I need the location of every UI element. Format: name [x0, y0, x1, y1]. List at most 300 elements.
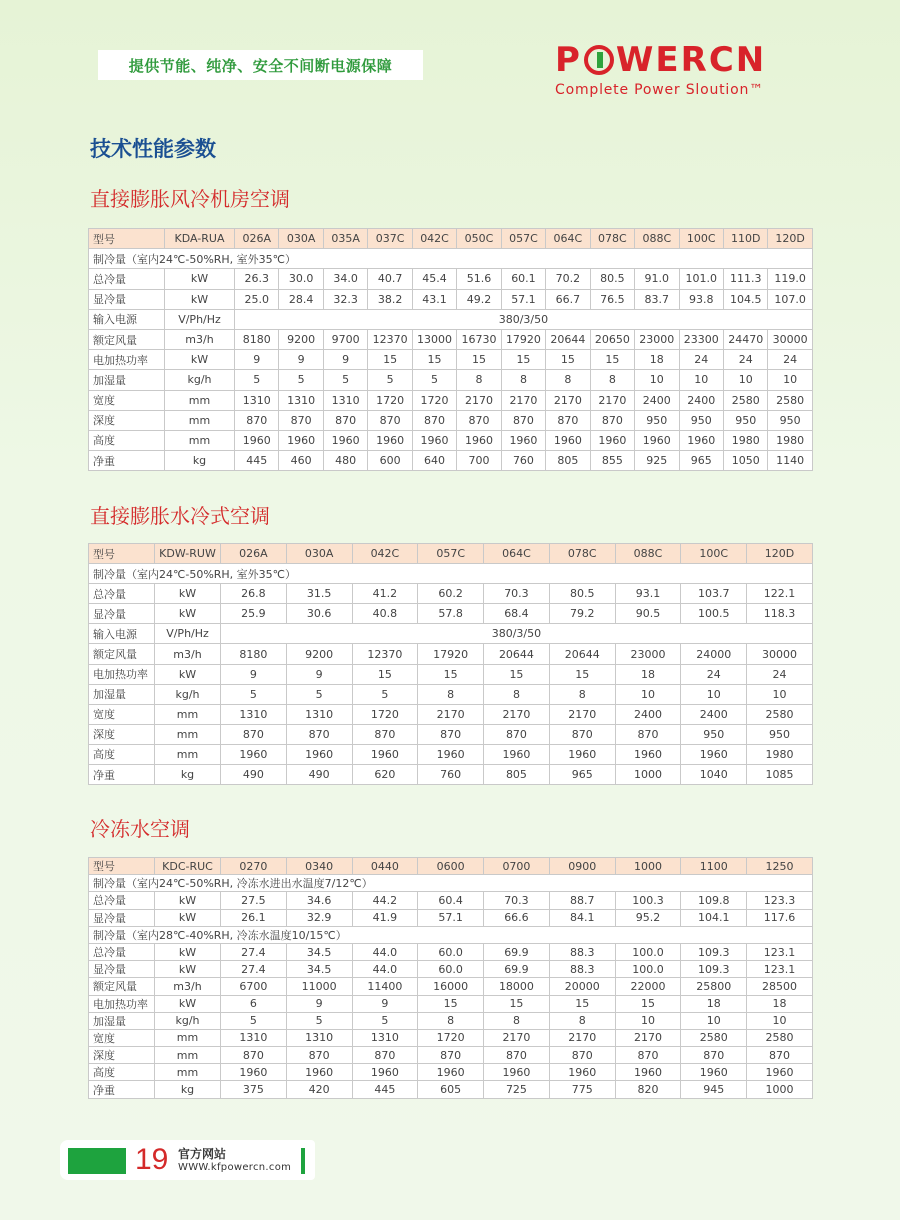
value-cell: 44.2 [352, 892, 418, 909]
value-cell: 870 [546, 410, 590, 430]
table-row [89, 1081, 813, 1098]
cooling-condition-note: 制冷量（室内28℃-40%RH, 冷冻水温度10/15℃） [89, 926, 813, 943]
row-label: 总冷量 [89, 892, 155, 909]
value-cell: 24000 [681, 644, 747, 664]
value-cell: 24 [723, 350, 767, 370]
row-label: 加湿量 [89, 684, 155, 704]
value-cell: 18 [635, 350, 679, 370]
model-header: 078C [549, 544, 615, 564]
value-cell: 950 [768, 410, 812, 430]
value-cell: 9 [235, 350, 279, 370]
value-cell: 620 [352, 765, 418, 785]
value-cell: 8 [546, 370, 590, 390]
row-label: 输入电源 [89, 624, 155, 644]
row-label: 深度 [89, 724, 155, 744]
value-cell: 6 [221, 995, 287, 1012]
value-cell: 8180 [221, 644, 287, 664]
value-cell: 44.0 [352, 961, 418, 978]
value-cell: 10 [615, 1012, 681, 1029]
table-row [89, 909, 813, 926]
value-cell: 1960 [352, 744, 418, 764]
model-header: 064C [546, 229, 590, 249]
value-cell: 460 [279, 451, 323, 471]
value-cell: 15 [412, 350, 456, 370]
value-cell: 1310 [221, 704, 287, 724]
row-unit: kW [165, 289, 235, 309]
slogan-banner [98, 50, 423, 80]
value-cell: 420 [286, 1081, 352, 1098]
row-label: 高度 [89, 1064, 155, 1081]
row-unit: kg [165, 451, 235, 471]
value-cell: 103.7 [681, 584, 747, 604]
value-cell: 57.8 [418, 604, 484, 624]
row-label: 加湿量 [89, 1012, 155, 1029]
value-cell: 2170 [501, 390, 545, 410]
value-cell: 43.1 [412, 289, 456, 309]
table-row [89, 724, 813, 744]
table-row [89, 744, 813, 764]
value-cell: 2400 [615, 704, 681, 724]
value-cell: 10 [747, 684, 813, 704]
value-cell: 15 [418, 995, 484, 1012]
value-cell: 1960 [323, 430, 367, 450]
value-cell: 16730 [457, 329, 501, 349]
row-label: 加湿量 [89, 370, 165, 390]
series-code: KDC-RUC [155, 858, 221, 875]
row-label: 净重 [89, 765, 155, 785]
value-cell: 1980 [747, 744, 813, 764]
row-label: 输入电源 [89, 309, 165, 329]
value-cell: 2170 [457, 390, 501, 410]
row-unit: m3/h [155, 978, 221, 995]
value-cell: 870 [235, 410, 279, 430]
row-label: 总冷量 [89, 943, 155, 960]
value-cell: 1960 [747, 1064, 813, 1081]
value-cell: 5 [286, 1012, 352, 1029]
value-cell: 2400 [635, 390, 679, 410]
value-cell: 2580 [747, 1029, 813, 1046]
value-cell: 57.1 [501, 289, 545, 309]
value-cell: 15 [501, 350, 545, 370]
value-cell: 101.0 [679, 269, 723, 289]
value-cell: 117.6 [747, 909, 813, 926]
row-unit: mm [155, 724, 221, 744]
model-header: 030A [286, 544, 352, 564]
value-cell: 805 [484, 765, 550, 785]
value-cell: 725 [484, 1081, 550, 1098]
value-cell: 5 [323, 370, 367, 390]
value-cell: 104.5 [723, 289, 767, 309]
table-row [89, 289, 813, 309]
model-header: 088C [635, 229, 679, 249]
value-cell: 9 [286, 995, 352, 1012]
table-row [89, 704, 813, 724]
value-cell: 1960 [635, 430, 679, 450]
value-cell: 93.8 [679, 289, 723, 309]
value-cell: 1000 [615, 765, 681, 785]
model-header: 0270 [221, 858, 287, 875]
value-cell: 9700 [323, 329, 367, 349]
table-row [89, 604, 813, 624]
value-cell: 51.6 [457, 269, 501, 289]
cooling-condition-note: 制冷量（室内24℃-50%RH, 冷冻水进出水温度7/12℃） [89, 875, 813, 892]
value-cell: 57.1 [418, 909, 484, 926]
value-cell: 34.5 [286, 961, 352, 978]
section-title-water-cooled: 直接膨胀水冷式空调 [90, 504, 270, 528]
value-cell: 10 [723, 370, 767, 390]
value-cell: 119.0 [768, 269, 812, 289]
value-cell: 1960 [484, 744, 550, 764]
row-label: 净重 [89, 451, 165, 471]
value-cell: 2580 [768, 390, 812, 410]
model-header: 030A [279, 229, 323, 249]
value-cell: 1960 [368, 430, 412, 450]
row-unit: kW [155, 909, 221, 926]
model-header: 057C [501, 229, 545, 249]
value-cell: 15 [484, 995, 550, 1012]
value-cell: 870 [418, 724, 484, 744]
value-cell: 700 [457, 451, 501, 471]
value-cell: 8 [590, 370, 634, 390]
value-cell: 1960 [235, 430, 279, 450]
model-header: 120D [768, 229, 812, 249]
table-row [89, 926, 813, 943]
row-unit: V/Ph/Hz [165, 309, 235, 329]
table-row [89, 1012, 813, 1029]
value-cell: 104.1 [681, 909, 747, 926]
value-cell: 2170 [615, 1029, 681, 1046]
table-row [89, 544, 813, 564]
value-cell: 25800 [681, 978, 747, 995]
value-cell: 1310 [221, 1029, 287, 1046]
table-row [89, 664, 813, 684]
value-cell: 8 [418, 684, 484, 704]
value-cell: 66.7 [546, 289, 590, 309]
value-cell: 15 [546, 350, 590, 370]
row-unit: kW [155, 584, 221, 604]
value-cell: 490 [221, 765, 287, 785]
value-cell: 32.3 [323, 289, 367, 309]
value-cell: 965 [679, 451, 723, 471]
value-cell: 70.3 [484, 584, 550, 604]
model-header: 050C [457, 229, 501, 249]
table-row [89, 961, 813, 978]
model-header: 0700 [484, 858, 550, 875]
cooling-condition-note: 制冷量（室内24℃-50%RH, 室外35℃） [89, 249, 813, 269]
value-cell: 950 [723, 410, 767, 430]
value-cell: 100.5 [681, 604, 747, 624]
site-label: 官方网站 [178, 1147, 227, 1161]
value-cell: 1310 [235, 390, 279, 410]
table-row [89, 309, 813, 329]
value-cell: 870 [279, 410, 323, 430]
power-value: 380/3/50 [235, 309, 813, 329]
value-cell: 122.1 [747, 584, 813, 604]
value-cell: 18 [615, 664, 681, 684]
value-cell: 109.8 [681, 892, 747, 909]
table-row [89, 584, 813, 604]
row-label: 宽度 [89, 704, 155, 724]
row-label: 电加热功率 [89, 995, 155, 1012]
table-row [89, 430, 813, 450]
value-cell: 1960 [418, 744, 484, 764]
value-cell: 100.0 [615, 961, 681, 978]
value-cell: 60.2 [418, 584, 484, 604]
table-row [89, 892, 813, 909]
value-cell: 68.4 [484, 604, 550, 624]
value-cell: 1960 [484, 1064, 550, 1081]
model-header: 0440 [352, 858, 418, 875]
logo-tagline: Complete Power Sloution™ [555, 82, 764, 98]
value-cell: 480 [323, 451, 367, 471]
row-unit: kW [155, 943, 221, 960]
value-cell: 1960 [615, 744, 681, 764]
value-cell: 23000 [615, 644, 681, 664]
value-cell: 34.0 [323, 269, 367, 289]
value-cell: 5 [286, 684, 352, 704]
value-cell: 870 [747, 1047, 813, 1064]
value-cell: 1310 [286, 1029, 352, 1046]
series-code: KDW-RUW [155, 544, 221, 564]
model-header: 035A [323, 229, 367, 249]
row-unit: kW [155, 961, 221, 978]
footer-accent-right [301, 1148, 305, 1174]
row-label: 显冷量 [89, 604, 155, 624]
model-header: 042C [352, 544, 418, 564]
value-cell: 9 [221, 664, 287, 684]
value-cell: 1960 [590, 430, 634, 450]
value-cell: 23000 [635, 329, 679, 349]
value-cell: 13000 [412, 329, 456, 349]
value-cell: 5 [235, 370, 279, 390]
table-row [89, 249, 813, 269]
value-cell: 66.6 [484, 909, 550, 926]
value-cell: 2170 [484, 704, 550, 724]
model-label: 型号 [89, 858, 155, 875]
value-cell: 111.3 [723, 269, 767, 289]
value-cell: 805 [546, 451, 590, 471]
value-cell: 34.5 [286, 943, 352, 960]
value-cell: 5 [352, 1012, 418, 1029]
value-cell: 12370 [352, 644, 418, 664]
value-cell: 870 [484, 724, 550, 744]
model-header: 078C [590, 229, 634, 249]
value-cell: 30000 [747, 644, 813, 664]
value-cell: 2400 [679, 390, 723, 410]
table-row [89, 451, 813, 471]
value-cell: 123.1 [747, 961, 813, 978]
value-cell: 870 [549, 724, 615, 744]
value-cell: 88.3 [549, 943, 615, 960]
value-cell: 870 [352, 1047, 418, 1064]
value-cell: 25.0 [235, 289, 279, 309]
value-cell: 26.1 [221, 909, 287, 926]
value-cell: 10 [635, 370, 679, 390]
section-title-chilled-water: 冷冻水空调 [90, 817, 190, 841]
table-row [89, 1029, 813, 1046]
value-cell: 5 [221, 1012, 287, 1029]
table-row [89, 564, 813, 584]
value-cell: 109.3 [681, 961, 747, 978]
value-cell: 40.7 [368, 269, 412, 289]
value-cell: 1960 [501, 430, 545, 450]
table-row [89, 350, 813, 370]
value-cell: 5 [279, 370, 323, 390]
value-cell: 1960 [221, 744, 287, 764]
value-cell: 17920 [418, 644, 484, 664]
value-cell: 123.3 [747, 892, 813, 909]
value-cell: 60.0 [418, 961, 484, 978]
row-unit: m3/h [155, 644, 221, 664]
row-unit: kg/h [165, 370, 235, 390]
table-row [89, 370, 813, 390]
value-cell: 28.4 [279, 289, 323, 309]
row-unit: kW [165, 269, 235, 289]
value-cell: 30.0 [279, 269, 323, 289]
value-cell: 79.2 [549, 604, 615, 624]
table-row [89, 684, 813, 704]
value-cell: 1720 [352, 704, 418, 724]
value-cell: 1960 [681, 1064, 747, 1081]
model-header: 064C [484, 544, 550, 564]
value-cell: 965 [549, 765, 615, 785]
value-cell: 1960 [549, 744, 615, 764]
value-cell: 600 [368, 451, 412, 471]
value-cell: 870 [457, 410, 501, 430]
table-row [89, 390, 813, 410]
value-cell: 20000 [549, 978, 615, 995]
value-cell: 870 [221, 724, 287, 744]
footer-bar [60, 1140, 315, 1180]
value-cell: 80.5 [549, 584, 615, 604]
value-cell: 17920 [501, 329, 545, 349]
value-cell: 100.3 [615, 892, 681, 909]
value-cell: 1960 [221, 1064, 287, 1081]
value-cell: 2580 [681, 1029, 747, 1046]
value-cell: 10 [768, 370, 812, 390]
value-cell: 1310 [286, 704, 352, 724]
value-cell: 870 [221, 1047, 287, 1064]
value-cell: 18 [681, 995, 747, 1012]
row-unit: mm [155, 1047, 221, 1064]
value-cell: 445 [235, 451, 279, 471]
value-cell: 8 [501, 370, 545, 390]
value-cell: 38.2 [368, 289, 412, 309]
value-cell: 83.7 [635, 289, 679, 309]
value-cell: 605 [418, 1081, 484, 1098]
power-icon [584, 45, 614, 75]
row-unit: mm [155, 744, 221, 764]
value-cell: 1960 [286, 1064, 352, 1081]
value-cell: 8 [549, 1012, 615, 1029]
value-cell: 870 [418, 1047, 484, 1064]
value-cell: 32.9 [286, 909, 352, 926]
model-header: 037C [368, 229, 412, 249]
value-cell: 2170 [546, 390, 590, 410]
value-cell: 10 [679, 370, 723, 390]
value-cell: 760 [501, 451, 545, 471]
value-cell: 5 [412, 370, 456, 390]
value-cell: 90.5 [615, 604, 681, 624]
value-cell: 60.1 [501, 269, 545, 289]
value-cell: 2580 [723, 390, 767, 410]
value-cell: 950 [635, 410, 679, 430]
value-cell: 1960 [286, 744, 352, 764]
value-cell: 1960 [412, 430, 456, 450]
row-unit: kW [155, 664, 221, 684]
model-header: 057C [418, 544, 484, 564]
value-cell: 2580 [747, 704, 813, 724]
value-cell: 1960 [615, 1064, 681, 1081]
table-row [89, 858, 813, 875]
site-url[interactable]: WWW.kfpowercn.com [178, 1162, 292, 1173]
value-cell: 870 [352, 724, 418, 744]
value-cell: 925 [635, 451, 679, 471]
value-cell: 23300 [679, 329, 723, 349]
value-cell: 8 [457, 370, 501, 390]
value-cell: 1720 [418, 1029, 484, 1046]
value-cell: 1960 [546, 430, 590, 450]
value-cell: 20644 [549, 644, 615, 664]
table-row [89, 269, 813, 289]
value-cell: 20650 [590, 329, 634, 349]
table-row [89, 624, 813, 644]
value-cell: 870 [323, 410, 367, 430]
value-cell: 20644 [546, 329, 590, 349]
row-unit: mm [155, 1029, 221, 1046]
value-cell: 1085 [747, 765, 813, 785]
model-header: 0900 [549, 858, 615, 875]
value-cell: 44.0 [352, 943, 418, 960]
value-cell: 8 [484, 1012, 550, 1029]
value-cell: 15 [457, 350, 501, 370]
value-cell: 870 [615, 724, 681, 744]
value-cell: 1960 [457, 430, 501, 450]
value-cell: 6700 [221, 978, 287, 995]
value-cell: 945 [681, 1081, 747, 1098]
value-cell: 45.4 [412, 269, 456, 289]
value-cell: 9 [286, 664, 352, 684]
value-cell: 31.5 [286, 584, 352, 604]
value-cell: 870 [681, 1047, 747, 1064]
value-cell: 11400 [352, 978, 418, 995]
model-label: 型号 [89, 229, 165, 249]
value-cell: 15 [352, 664, 418, 684]
page-title: 技术性能参数 [90, 137, 216, 161]
table-row [89, 329, 813, 349]
value-cell: 30.6 [286, 604, 352, 624]
value-cell: 10 [615, 684, 681, 704]
value-cell: 30000 [768, 329, 812, 349]
value-cell: 8180 [235, 329, 279, 349]
value-cell: 490 [286, 765, 352, 785]
model-header: 0340 [286, 858, 352, 875]
model-header: 0600 [418, 858, 484, 875]
value-cell: 27.5 [221, 892, 287, 909]
value-cell: 775 [549, 1081, 615, 1098]
value-cell: 950 [679, 410, 723, 430]
value-cell: 60.0 [418, 943, 484, 960]
value-cell: 2170 [549, 1029, 615, 1046]
value-cell: 8 [484, 684, 550, 704]
row-label: 深度 [89, 1047, 155, 1064]
value-cell: 870 [286, 1047, 352, 1064]
row-unit: kW [155, 892, 221, 909]
row-unit: mm [165, 390, 235, 410]
value-cell: 88.3 [549, 961, 615, 978]
value-cell: 69.9 [484, 961, 550, 978]
row-unit: m3/h [165, 329, 235, 349]
